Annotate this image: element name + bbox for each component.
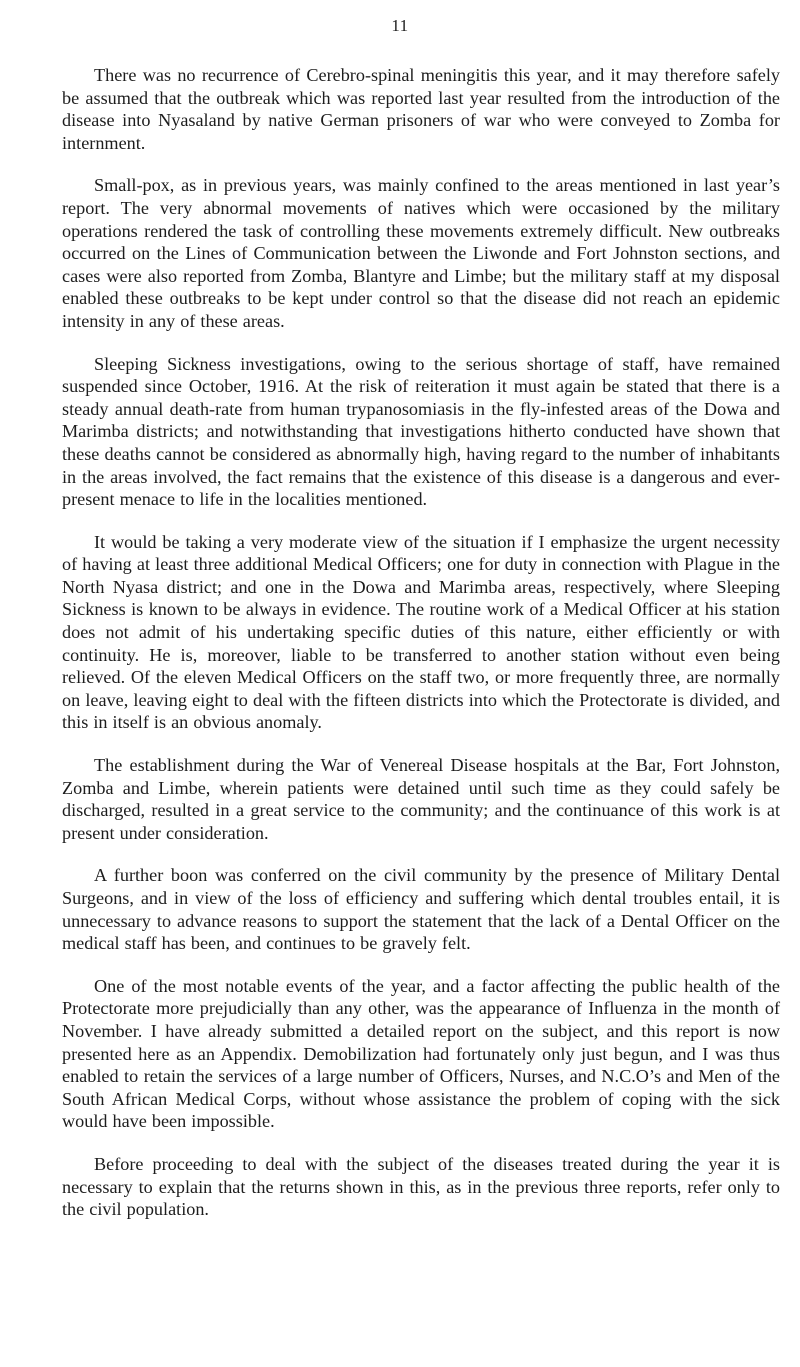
paragraph-dental-surgeons: A further boon was conferred on the civil community by the presence of Military Dental Surgeons, and in view of the loss of efficiency and suffering which dental troubles entail, it is unnecessary to advance reasons to support the statement that the lack of a Dental Officer on the medical staff has been, and continues to be gravely felt. <box>62 865 780 954</box>
report-body <box>62 64 780 1241</box>
paragraph-small-pox: Small-pox, as in previous years, was mainly confined to the areas mentioned in last year’s report. The very abnormal movements of natives which were occasioned by the military operations rendered the task of controlling these movements extremely difficult. New outbreaks occurred on the Lines of Communication between the Liwonde and Fort Johnston sections, and cases were also reported from Zomba, Blantyre and Limbe; but the military staff at my disposal enabled these outbreaks to be kept under control so that the disease did not reach an epidemic intensity in any of these areas. <box>62 175 780 331</box>
paragraph-sleeping-sickness: Sleeping Sickness investigations, owing to the serious shortage of staff, have remained suspended since October, 1916. At the risk of reiteration it must again be stated that there is a steady annual death-rate from human trypanosomiasis in the fly-infested areas of the Dowa and Marimba districts; and notwithstanding that investigations hitherto conducted have shown that these deaths cannot be considered as abnormally high, having regard to the number of inhabitants in the areas involved, the fact remains that the existence of this disease is a dangerous and ever-present menace to life in the localities mentioned. <box>62 353 780 510</box>
paragraph-venereal-disease-hospitals: The establishment during the War of Venereal Disease hospitals at the Bar, Fort Johnston, Zomba and Limbe, wherein patients were detained until such time as they could safely be discharged, resulted in a great service to the community; and the continuance of this work is at present under consideration. <box>62 755 780 843</box>
paragraph-medical-officers: It would be taking a very moderate view of the situation if I emphasize the urgent necessity of having at least three additional Medical Officers; one for duty in connection with Plague in the North Nyasa district; and one in the Dowa and Marimba areas, respectively, where Sleeping Sickness is known to be always in evidence. The routine work of a Medical Officer at his station does not admit of his undertaking specific duties of this nature, either efficiently or with continuity. He is, moreover, liable to be transferred to another station without even being relieved. Of the eleven Medical Officers on the staff two, or more frequently three, are normally on leave, leaving eight to deal with the fifteen districts into which the Protectorate is divided, and this in itself is an obvious anomaly. <box>62 531 780 733</box>
paragraph-influenza: One of the most notable events of the year, and a factor affecting the public health of the Protectorate more prejudicially than any other, was the appearance of Influenza in the month of November. I have already submitted a detailed report on the subject, and this report is now presented here as an Appendix. Demobilization had fortunately only just begun, and I was thus enabled to retain the services of a large number of Officers, Nurses, and N.C.O’s and Men of the South African Medical Corps, without whose assistance the problem of coping with the sick would have been impossible. <box>62 975 780 1132</box>
paragraph-civil-population-returns: Before proceeding to deal with the subject of the diseases treated during the year it is necessary to explain that the returns shown in this, as in the previous three reports, refer only to the civil population. <box>62 1153 780 1220</box>
paragraph-cerebro-spinal-meningitis: There was no recurrence of Cerebro-spinal meningitis this year, and it may therefore safely be assumed that the outbreak which was reported last year resulted from the introduction of the disease into Nyasaland by native German prisoners of war who were conveyed to Zomba for internment. <box>62 65 780 153</box>
page-number: 11 <box>391 16 409 35</box>
